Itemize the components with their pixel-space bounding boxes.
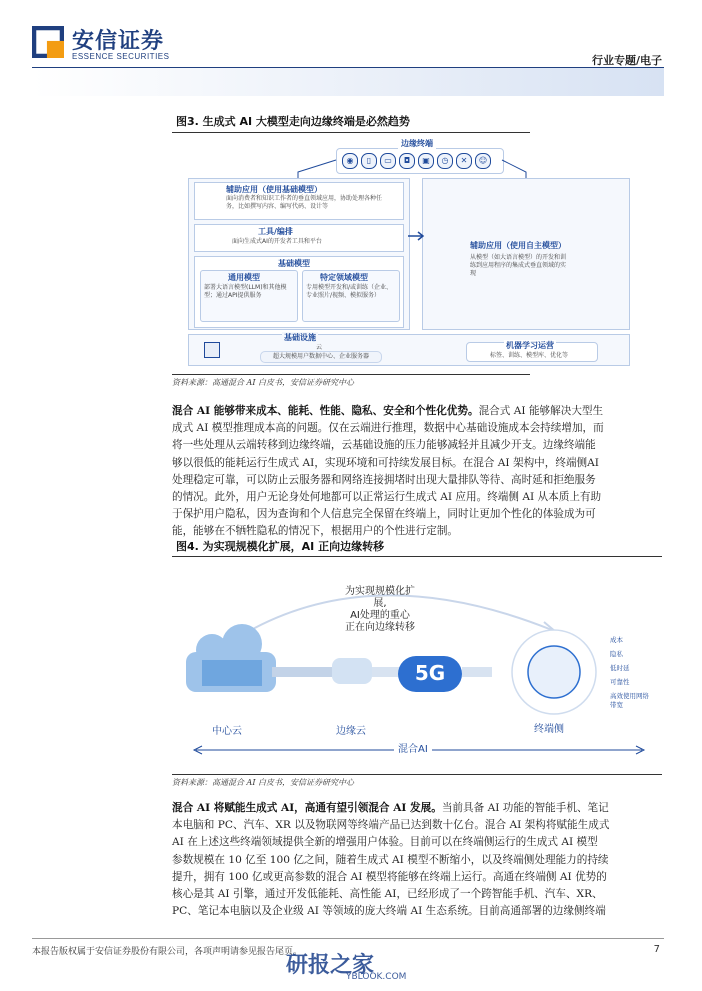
- server-rack-icon: [202, 660, 262, 686]
- tools-title: 工具/编排: [258, 227, 293, 236]
- arrow-left-up: [298, 160, 336, 178]
- monitor-icon: ▣: [418, 153, 434, 169]
- paragraph-1-line: 混合式 AI 能够解决大型生: [478, 405, 604, 417]
- paragraph-2-line: AI 在上述这些终端领域提供全新的增强用户体验。目前可以在终端侧运行的生成式 AI 模型: [172, 836, 598, 849]
- paragraph-1-line: 的情况。此外，用户无论身处何地都可以正常运行生成式 AI 应用。终端侧 AI 从本质上有助: [172, 491, 602, 504]
- header-band: [32, 68, 664, 96]
- arrow-right-up: [502, 160, 526, 178]
- figure4-source: 资料来源：高通混合 AI 白皮书，安信证券研究中心: [172, 778, 355, 787]
- figure4-top-rule: [172, 556, 662, 557]
- paragraph-2-line: 参数规模在 10 亿至 100 亿之间，随着生成式 AI 模型不断缩小，以及终端侧处理能力的持续: [172, 853, 609, 866]
- paragraph-2-line: 提升，拥有 100 亿或更高参数的混合 AI 模型将能够在终端上运行。高通在终端侧 AI 优势的: [172, 870, 607, 883]
- paragraph-2-lead: 混合 AI 将赋能生成式 AI，高通有望引领混合 AI 发展。: [172, 802, 442, 814]
- footer-divider: [32, 938, 664, 939]
- paragraph-2-line: 本电脑和 PC、汽车、XR 以及物联网等终端产品已达到数十亿台。混合 AI 架构将赋能生成式: [172, 819, 610, 832]
- infra-title: 基础设施: [284, 333, 316, 342]
- edge-cloud-shape: [332, 658, 372, 684]
- ai-brain-icon: [528, 646, 580, 698]
- paragraph-2: [172, 800, 662, 920]
- benefit-item: 成本: [610, 636, 623, 644]
- mlops-title: 机器学习运营: [506, 341, 554, 350]
- paragraph-1-line: 成式 AI 模型推理成本高的问题。仅在云端进行推理，数据中心基础设施成本会持续增加，而: [172, 422, 604, 435]
- label-center-cloud: 中心云: [212, 726, 242, 737]
- infra-pill: 超大规模用户数据中心、企业服务器: [260, 351, 382, 363]
- report-category: 行业专题/电子: [591, 54, 662, 67]
- benefit-item: 高效使用网络带宽: [610, 692, 649, 709]
- domain-model-text: 专用模型开发和/或训练（企业、专业照片/视频、模拟服务）: [306, 284, 393, 299]
- domain-model-title: 特定领域模型: [320, 273, 368, 282]
- paragraph-2-line: 核心是其 AI 引擎，通过开发低能耗、高性能 AI，已经形成了一个跨智能手机、汽车、XR、: [172, 888, 603, 901]
- shift-callout: [340, 586, 420, 634]
- paragraph-1-line: 能，能够在不牺牲隐私的情况下，根据用户的个性进行定制。: [172, 525, 459, 538]
- figure3-diagram: [186, 138, 632, 374]
- laptop-icon: ▭: [380, 153, 396, 169]
- callout-line: AI处理的重心: [350, 610, 410, 621]
- paragraph-2-line: PC、笔记本电脑以及企业级 AI 等领域的庞大终端 AI 生态系统。目前高通部署的边缘侧终端: [172, 905, 606, 918]
- figure3-title: 图3. 生成式 AI 大模型走向边缘终端是必然趋势: [176, 115, 410, 128]
- paragraph-1-line: 于保护用户隐私，因为查询和个人信息完全保留在终端上，同时让更加个性化的体验成为可: [172, 508, 596, 521]
- label-hybrid-ai: 混合AI: [394, 740, 432, 755]
- infra-sub: 云: [316, 344, 323, 351]
- paragraph-1-line: 够以很低的能耗运行生成式 AI，实现环境和可持续发展目标。在混合 AI 架构中，终端侧AI: [172, 456, 599, 469]
- general-model-title: 通用模型: [228, 273, 260, 282]
- figure4-title: 图4. 为实现规模化扩展，AI 正向边缘转移: [176, 540, 385, 553]
- benefit-item: 可靠性: [610, 678, 630, 686]
- mlops-text: 标签、训练、模型库、优化等: [490, 352, 569, 359]
- badge-5g-label: 5G: [414, 661, 446, 685]
- logo-text: 安信证券: [72, 29, 165, 54]
- figure3-top-rule: [172, 132, 530, 133]
- label-device-side: 终端侧: [534, 724, 564, 735]
- aux-app-text: 面向消费者和知识工作者的垂直领域应用，协助处理各种任务，比如撰写内容、编写代码、设计等: [226, 195, 383, 210]
- paragraph-1: [172, 403, 662, 541]
- phone-icon: ▯: [361, 153, 377, 169]
- server-icon: [204, 342, 220, 358]
- benefit-item: 隐私: [610, 650, 623, 658]
- paragraph-1-lead: 混合 AI 能够带来成本、能耗、性能、隐私、安全和个性化优势。: [172, 405, 479, 417]
- paragraph-1-line: 将一些处理从云端转移到边缘终端，云基础设施的压力能够减轻并且减少开支。边缘终端能: [172, 439, 596, 452]
- general-model-text: 部署大语言模型(LLM)和其他模型；通过API提供服务: [204, 284, 287, 299]
- figure3-bottom-rule: [172, 374, 530, 375]
- center-cloud-puff: [222, 624, 262, 664]
- figure4-diagram: [172, 560, 662, 758]
- figure4-bottom-rule: [172, 774, 662, 775]
- right-app-text: 从模型（如大语言模型）的开发和训练到应用程序的集成式垂直领域的实现: [470, 254, 567, 277]
- drone-icon: ✕: [456, 153, 472, 169]
- camera-icon: ◉: [342, 153, 358, 169]
- page-number: 7: [653, 944, 660, 955]
- edge-terminals-label: 边缘终端: [398, 138, 436, 149]
- paragraph-2-line: 当前具备 AI 功能的智能手机、笔记: [441, 802, 609, 814]
- paragraph-1-line: 处理稳定可靠，可以防止云服务器和网络连接拥堵时出现大量排队等待、高时延和拒绝服务: [172, 473, 596, 486]
- logo-mark-icon: [32, 26, 64, 58]
- watermark-url: YBLOOK.COM: [346, 972, 407, 982]
- right-app-title: 辅助应用（使用自主模型）: [470, 241, 566, 250]
- figure3-source: 资料来源：高通混合 AI 白皮书，安信证券研究中心: [172, 378, 355, 387]
- callout-line: 为实现规模化扩展,: [345, 586, 415, 609]
- watermark: 研报之家: [286, 953, 375, 978]
- robot-icon: ☺: [475, 153, 491, 169]
- base-model-title: 基础模型: [278, 259, 310, 268]
- footer-disclaimer: 本报告版权属于安信证券股份有限公司，各项声明请参见报告尾页。: [32, 947, 303, 957]
- logo-subtext: ESSENCE SECURITIES: [72, 52, 170, 61]
- aux-app-title: 辅助应用（使用基础模型）: [226, 185, 322, 194]
- callout-line: 正在向边缘转移: [345, 622, 415, 633]
- car-icon: ◘: [399, 153, 415, 169]
- tools-text: 面向生成式AI的开发者工具和平台: [232, 238, 322, 245]
- watch-icon: ◷: [437, 153, 453, 169]
- label-edge-cloud: 边缘云: [336, 726, 366, 737]
- benefit-item: 低时延: [610, 664, 630, 672]
